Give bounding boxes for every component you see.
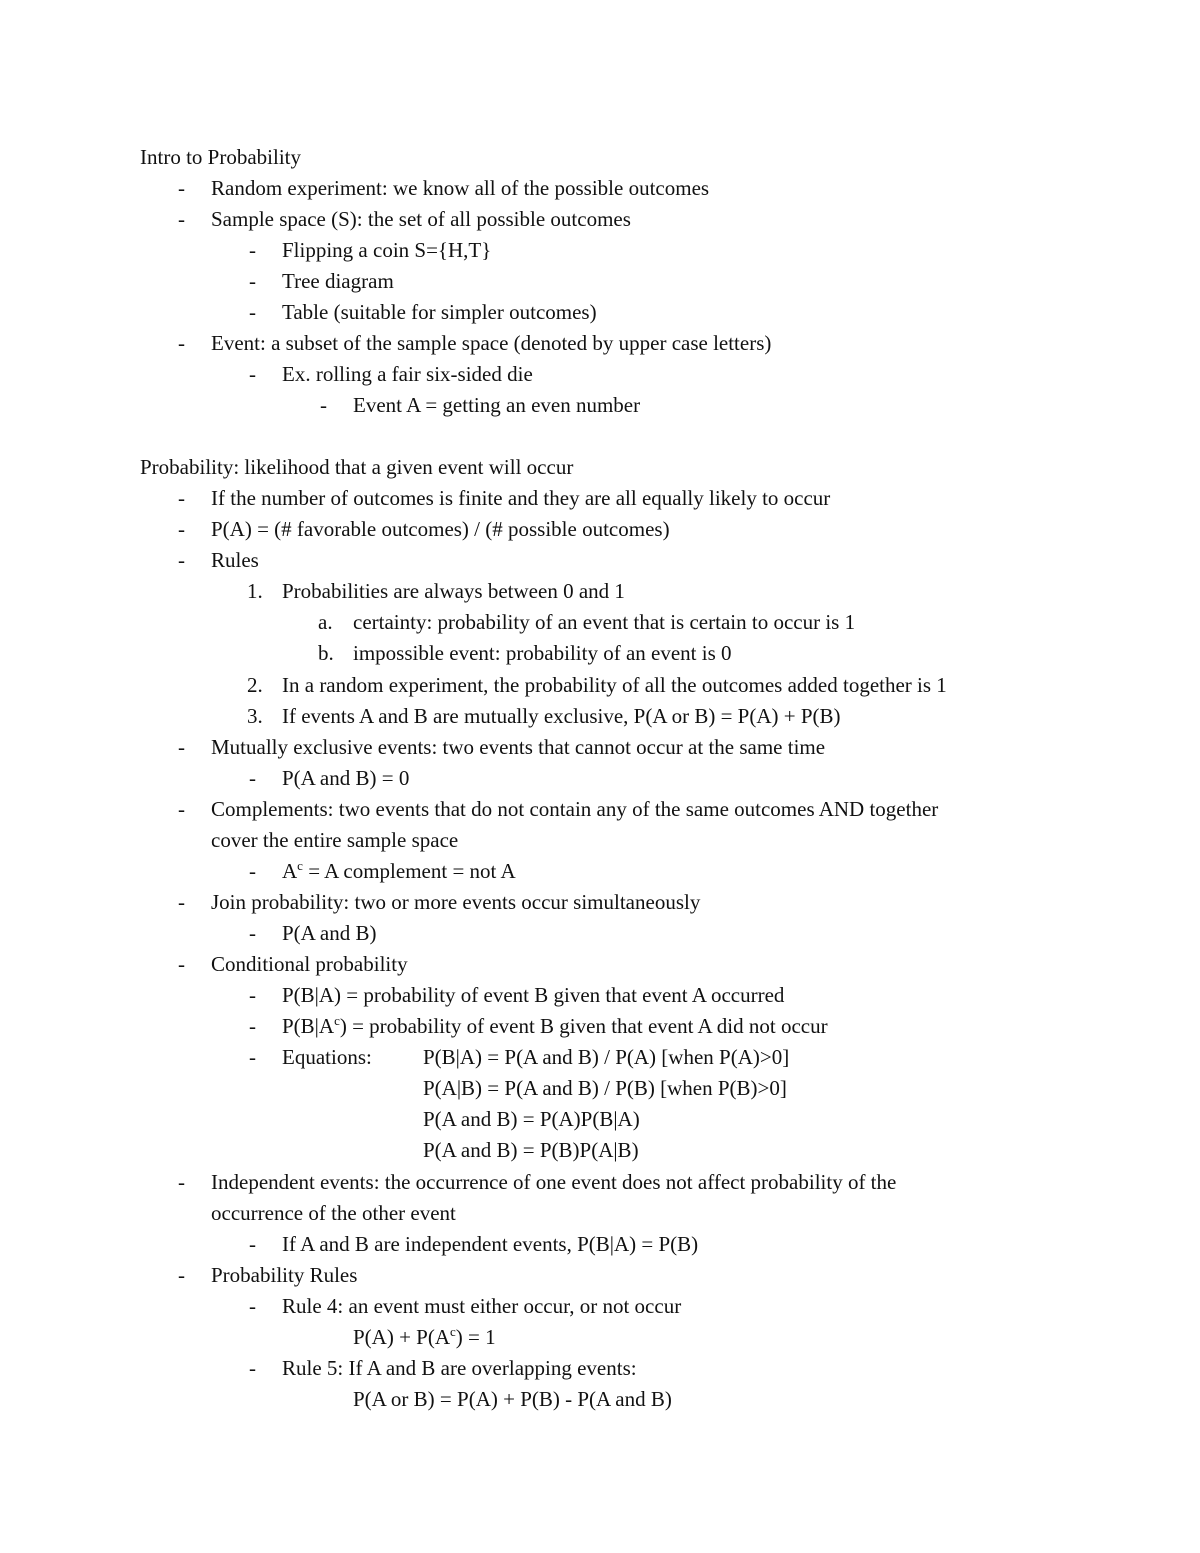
- list-item: P(B|A) = probability of event B given that event A occurred: [282, 983, 785, 1007]
- list-item: Probability Rules: [211, 1263, 358, 1287]
- text-run: P(A) + P(A: [353, 1325, 451, 1349]
- bullet-dash: -: [178, 331, 185, 355]
- bullet-dash: -: [178, 1170, 185, 1194]
- list-item: Flipping a coin S={H,T}: [282, 238, 492, 262]
- list-number: 3.: [247, 704, 263, 728]
- bullet-dash: -: [249, 362, 256, 386]
- list-item: Rules: [211, 548, 259, 572]
- list-item: In a random experiment, the probability of all the outcomes added together is 1: [282, 673, 947, 697]
- bullet-dash: -: [320, 393, 327, 417]
- equations-label: Equations:: [282, 1045, 372, 1069]
- list-item: Rule 4: an event must either occur, or not occur: [282, 1294, 682, 1318]
- section-title-intro: Intro to Probability: [140, 145, 301, 169]
- bullet-dash: -: [178, 952, 185, 976]
- equation-rule4: [353, 1325, 496, 1349]
- list-number: 2.: [247, 673, 263, 697]
- equation-rule5: P(A or B) = P(A) + P(B) - P(A and B): [353, 1387, 672, 1411]
- list-item: If A and B are independent events, P(B|A) = P(B): [282, 1232, 699, 1256]
- text-run: ) = probability of event B given that event A did not occur: [339, 1014, 828, 1038]
- list-item: Mutually exclusive events: two events that cannot occur at the same time: [211, 735, 826, 759]
- list-item: P(A and B): [282, 921, 377, 945]
- bullet-dash: -: [249, 1045, 256, 1069]
- list-item: Ex. rolling a fair six-sided die: [282, 362, 533, 386]
- list-item-pbac: [282, 1014, 828, 1038]
- list-item: Random experiment: we know all of the possible outcomes: [211, 176, 710, 200]
- list-item: P(A) = (# favorable outcomes) / (# possible outcomes): [211, 517, 670, 541]
- bullet-dash: -: [249, 1294, 256, 1318]
- bullet-dash: -: [178, 890, 185, 914]
- list-item-continuation: cover the entire sample space: [211, 828, 459, 852]
- bullet-dash: -: [249, 300, 256, 324]
- bullet-dash: -: [178, 176, 185, 200]
- list-item-complement: [282, 859, 516, 883]
- list-number: 1.: [247, 579, 263, 603]
- bullet-dash: -: [178, 207, 185, 231]
- list-item: If events A and B are mutually exclusive, P(A or B) = P(A) + P(B): [282, 704, 841, 728]
- list-item: P(A and B) = 0: [282, 766, 410, 790]
- bullet-dash: -: [178, 517, 185, 541]
- text-run: ) = 1: [455, 1325, 496, 1349]
- bullet-dash: -: [249, 921, 256, 945]
- list-item: impossible event: probability of an event is 0: [353, 641, 732, 665]
- bullet-dash: -: [178, 797, 185, 821]
- equation: P(B|A) = P(A and B) / P(A) [when P(A)>0]: [423, 1045, 790, 1069]
- bullet-dash: -: [249, 1356, 256, 1380]
- list-item: Independent events: the occurrence of one event does not affect probability of the: [211, 1170, 897, 1194]
- list-item: certainty: probability of an event that is certain to occur is 1: [353, 610, 856, 634]
- bullet-dash: -: [249, 766, 256, 790]
- text-run: A: [282, 859, 298, 883]
- bullet-dash: -: [249, 269, 256, 293]
- text-run: P(B|A: [282, 1014, 335, 1038]
- bullet-dash: -: [178, 1263, 185, 1287]
- superscript: c: [297, 858, 303, 873]
- bullet-dash: -: [249, 1014, 256, 1038]
- list-item: If the number of outcomes is finite and they are all equally likely to occur: [211, 486, 831, 510]
- list-item: Table (suitable for simpler outcomes): [282, 300, 597, 324]
- section-title-probability: Probability: likelihood that a given event will occur: [140, 455, 574, 479]
- text-run: = A complement = not A: [302, 859, 516, 883]
- bullet-dash: -: [249, 238, 256, 262]
- list-letter: a.: [318, 610, 333, 634]
- superscript: c: [450, 1324, 456, 1339]
- bullet-dash: -: [178, 486, 185, 510]
- bullet-dash: -: [178, 735, 185, 759]
- bullet-dash: -: [249, 983, 256, 1007]
- list-item: Probabilities are always between 0 and 1: [282, 579, 625, 603]
- list-item: Tree diagram: [282, 269, 394, 293]
- list-item: Event: a subset of the sample space (denoted by upper case letters): [211, 331, 772, 355]
- list-item: Complements: two events that do not contain any of the same outcomes AND together: [211, 797, 939, 821]
- superscript: c: [334, 1013, 340, 1028]
- equation: P(A and B) = P(B)P(A|B): [423, 1138, 639, 1162]
- equation: P(A|B) = P(A and B) / P(B) [when P(B)>0]: [423, 1076, 787, 1100]
- list-letter: b.: [318, 641, 334, 665]
- list-item: Sample space (S): the set of all possible outcomes: [211, 207, 631, 231]
- bullet-dash: -: [249, 859, 256, 883]
- bullet-dash: -: [178, 548, 185, 572]
- list-item: Rule 5: If A and B are overlapping events:: [282, 1356, 637, 1380]
- bullet-dash: -: [249, 1232, 256, 1256]
- list-item: Join probability: two or more events occur simultaneously: [211, 890, 701, 914]
- list-item: Event A = getting an even number: [353, 393, 641, 417]
- list-item-continuation: occurrence of the other event: [211, 1201, 456, 1225]
- list-item: Conditional probability: [211, 952, 408, 976]
- equation: P(A and B) = P(A)P(B|A): [423, 1107, 640, 1131]
